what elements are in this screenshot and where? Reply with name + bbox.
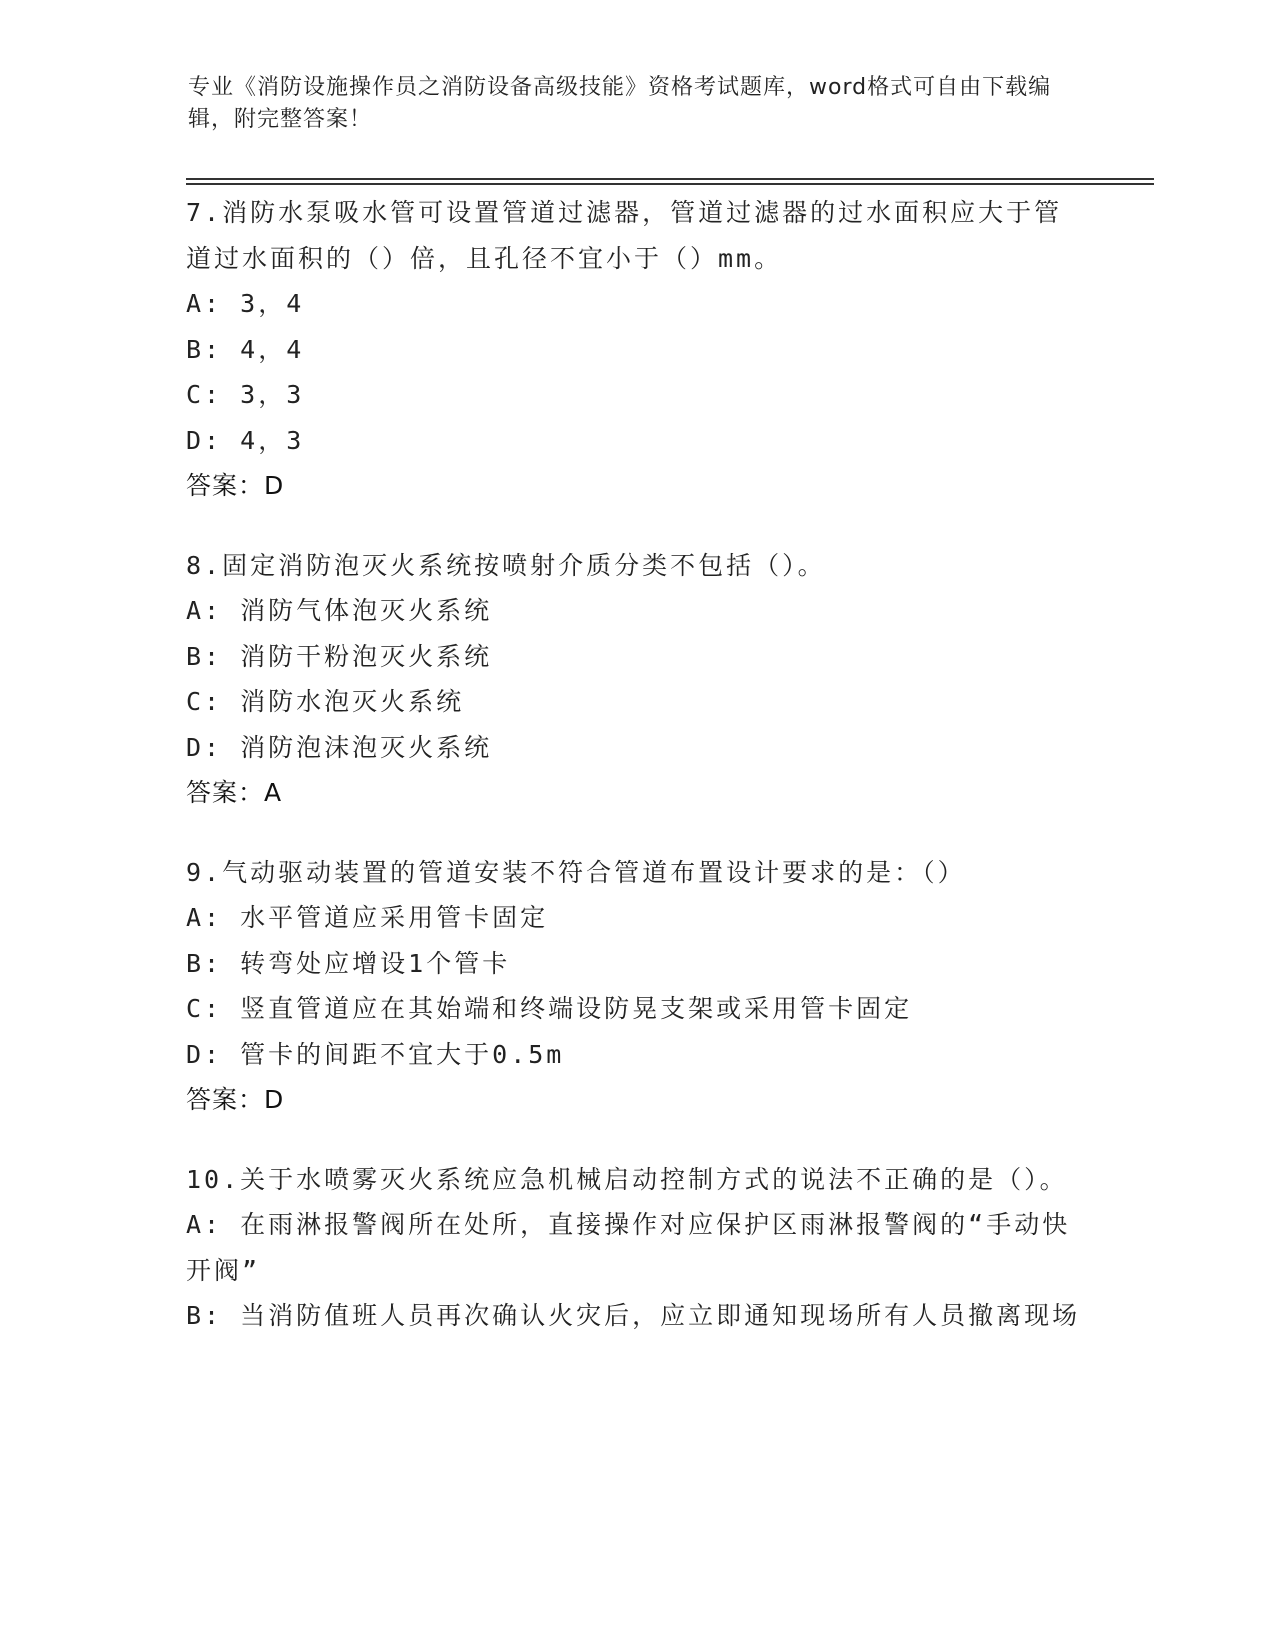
document-header: 专业《消防设施操作员之消防设备高级技能》资格考试题库，word格式可自由下载编辑，附完整答案！ (188, 75, 1052, 132)
answer: 答案：A (186, 778, 283, 807)
question-8 (186, 543, 1086, 816)
option-c: C: 3，3 (186, 380, 305, 409)
option-b: B: 转弯处应增设1个管卡 (186, 948, 511, 978)
question-10 (186, 1157, 1086, 1339)
option-c: C: 消防水泡灭火系统 (186, 687, 465, 716)
question-list (186, 190, 1086, 1373)
option-a: A: 水平管道应采用管卡固定 (186, 903, 549, 932)
option-c: C: 竖直管道应在其始端和终端设防晃支架或采用管卡固定 (186, 994, 913, 1023)
option-a: A: 消防气体泡灭火系统 (186, 596, 493, 625)
option-b: B: 消防干粉泡灭火系统 (186, 641, 493, 671)
question-stem: 8.固定消防泡灭火系统按喷射介质分类不包括（）。 (186, 550, 826, 580)
option-a: A: 在雨淋报警阀所在处所，直接操作对应保护区雨淋报警阀的“手动快开阀” (186, 1210, 1071, 1285)
question-stem: 7.消防水泵吸水管可设置管道过滤器，管道过滤器的过水面积应大于管道过水面积的（）倍，且孔径不宜小于（）mm。 (186, 198, 1063, 273)
option-d: D: 管卡的间距不宜大于0.5m (186, 1039, 565, 1069)
option-d: D: 消防泡沫泡灭火系统 (186, 732, 493, 762)
question-9 (186, 850, 1086, 1123)
header-divider-top (186, 178, 1154, 180)
option-b: B: 当消防值班人员再次确认火灾后，应立即通知现场所有人员撤离现场 (186, 1301, 1081, 1330)
option-a: A: 3，4 (186, 289, 305, 318)
header-divider-bottom (186, 183, 1154, 185)
question-stem: 10.关于水喷雾灭火系统应急机械启动控制方式的说法不正确的是（）。 (186, 1164, 1068, 1194)
answer: 答案：D (186, 1085, 285, 1114)
option-d: D: 4，3 (186, 425, 305, 455)
question-7 (186, 190, 1086, 509)
option-b: B: 4，4 (186, 334, 305, 364)
question-stem: 9.气动驱动装置的管道安装不符合管道布置设计要求的是：（） (186, 857, 966, 887)
answer: 答案：D (186, 471, 285, 500)
